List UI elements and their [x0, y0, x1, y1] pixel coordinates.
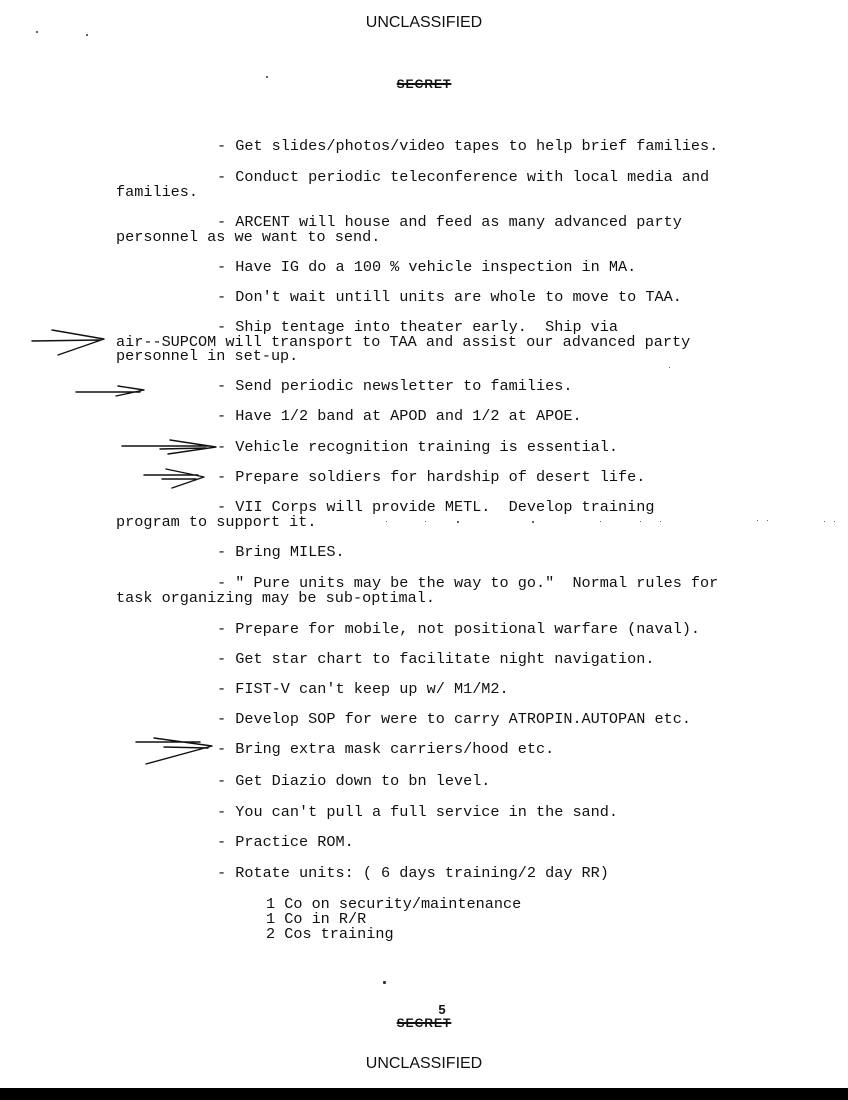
scan-speck: [767, 520, 768, 521]
item-line: - FIST-V can't keep up w/ M1/M2.: [217, 680, 509, 698]
item-line: - Ship tentage into theater early. Ship via: [217, 318, 619, 336]
handwritten-arrow-mark: [120, 436, 220, 460]
item-continuation: task organizing may be sub-optimal.: [116, 589, 435, 607]
item-continuation: families.: [116, 183, 199, 201]
item-continuation: personnel in set-up.: [116, 347, 299, 365]
scan-speck: [383, 981, 386, 984]
rotation-line: 1 Co on security/maintenance: [266, 895, 522, 913]
item-line: - Have 1/2 band at APOD and 1/2 at APOE.: [217, 407, 582, 425]
item-line: - Conduct periodic teleconference with local media and: [217, 168, 710, 186]
item-line: - Rotate units: ( 6 days training/2 day RR): [217, 864, 609, 882]
scan-speck: [425, 521, 426, 522]
item-continuation: personnel as we want to send.: [116, 228, 381, 246]
item-continuation: air--SUPCOM will transport to TAA and assist our advanced party: [116, 333, 691, 351]
scan-speck: [834, 521, 835, 522]
top-classification: UNCLASSIFIED: [365, 14, 483, 31]
item-line: - Prepare for mobile, not positional warfare (naval).: [217, 620, 701, 638]
bottom-classification: UNCLASSIFIED: [365, 1055, 483, 1072]
scan-border-bottom: [0, 1088, 848, 1100]
handwritten-arrow-mark: [142, 466, 210, 492]
page-number: 5: [438, 1002, 446, 1017]
item-line: - Don't wait untill units are whole to move to TAA.: [217, 288, 682, 306]
item-line: - Get slides/photos/video tapes to help brief families.: [217, 137, 719, 155]
item-line: - " Pure units may be the way to go." Normal rules for: [217, 574, 719, 592]
handwritten-arrow-mark: [134, 736, 218, 768]
scan-speck: [532, 521, 534, 523]
item-line: - VII Corps will provide METL. Develop training: [217, 498, 655, 516]
item-line: - Get star chart to facilitate night navigation.: [217, 650, 655, 668]
item-line: - Bring MILES.: [217, 543, 345, 561]
scan-speck: [824, 521, 825, 522]
scan-speck: [386, 521, 387, 522]
item-line: - Bring extra mask carriers/hood etc.: [217, 740, 555, 758]
item-line: - Prepare soldiers for hardship of desert life.: [217, 468, 646, 486]
bottom-secret-marking-struck: SECRET: [396, 1016, 452, 1030]
handwritten-arrow-mark: [30, 325, 110, 357]
handwritten-arrow-mark: [74, 382, 146, 400]
item-line: - Send periodic newsletter to families.: [217, 377, 573, 395]
top-secret-marking-struck: SECRET: [396, 77, 452, 91]
scan-speck: [660, 521, 661, 522]
item-line: - You can't pull a full service in the sand.: [217, 803, 619, 821]
scan-speck: [600, 521, 601, 522]
item-line: - Develop SOP for were to carry ATROPIN.AUTOPAN etc.: [217, 710, 691, 728]
item-line: - Get Diazio down to bn level.: [217, 772, 491, 790]
scan-speck: [86, 34, 88, 36]
scan-speck: [640, 521, 641, 522]
scan-speck: [266, 76, 268, 78]
scan-speck: [757, 520, 758, 521]
item-line: - Practice ROM.: [217, 833, 354, 851]
rotation-line: 1 Co in R/R: [266, 910, 367, 928]
item-continuation: program to support it.: [116, 513, 317, 531]
item-line: - ARCENT will house and feed as many advanced party: [217, 213, 682, 231]
scan-speck: [669, 367, 670, 368]
scan-speck: [36, 31, 38, 33]
item-line: - Vehicle recognition training is essential.: [217, 438, 619, 456]
rotation-line: 2 Cos training: [266, 925, 394, 943]
item-line: - Have IG do a 100 % vehicle inspection in MA.: [217, 258, 637, 276]
scan-speck: [457, 521, 459, 523]
